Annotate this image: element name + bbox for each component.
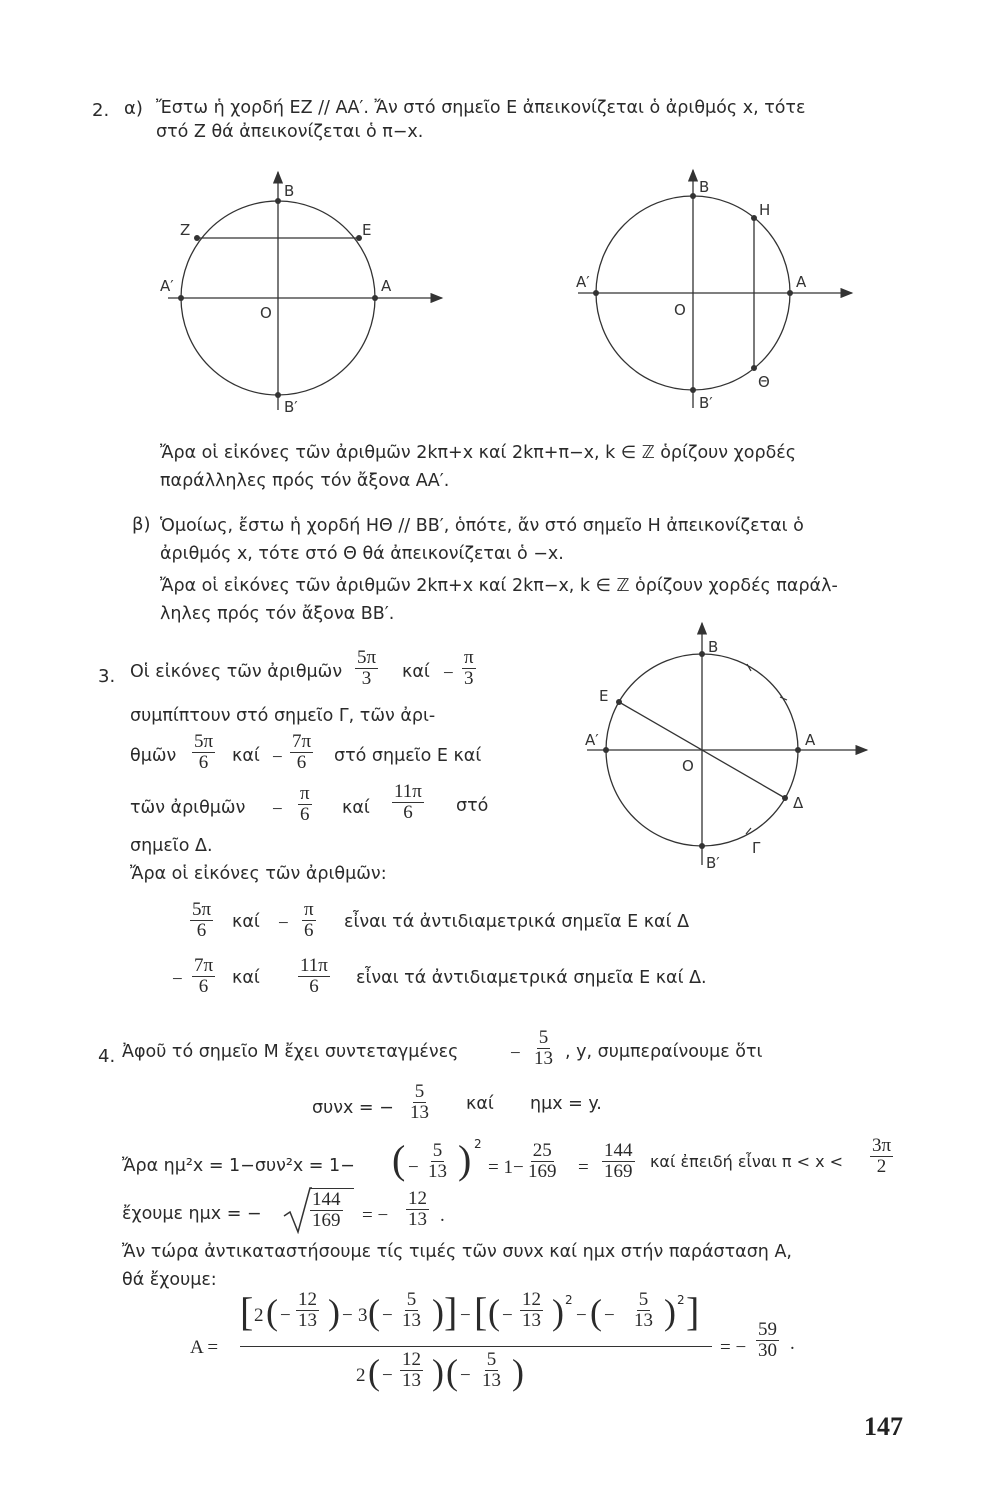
p2-line2: στό Ζ θά ἀπεικονίζεται ὁ π−x. bbox=[156, 122, 424, 142]
big-fraction-denominator: 2 ( − 12 13 ) ( − 5 13 ) bbox=[356, 1349, 524, 1392]
fraction-7pi-over-6: 7π 6 bbox=[194, 955, 214, 997]
figure-chord-parallel-aa bbox=[150, 160, 450, 430]
p3-line3a: θμῶν bbox=[130, 746, 177, 766]
page-number: 147 bbox=[864, 1412, 903, 1441]
fraction-pi-over-6: π 6 bbox=[300, 783, 310, 825]
minus-sign: − bbox=[408, 1157, 419, 1178]
p3-line6: Ἄρα οἱ εἰκόνες τῶν ἀριθμῶν: bbox=[130, 864, 387, 884]
point-a bbox=[372, 295, 378, 301]
fraction-5-over-13: 5 13 bbox=[634, 1289, 653, 1331]
label-a1: Α′ bbox=[585, 731, 599, 749]
p4-line2c: ημx = y. bbox=[530, 1094, 602, 1114]
minus-sign: − bbox=[443, 663, 454, 684]
p4-line4a: ἔχουμε ημx = − bbox=[122, 1204, 262, 1224]
period: . bbox=[790, 1333, 795, 1354]
p4-line4b: = − bbox=[362, 1205, 389, 1226]
minus-sign: − bbox=[342, 1305, 353, 1326]
minus-sign: − bbox=[172, 969, 183, 990]
p4-line1: Ἀφοῦ τό σημεῖο Μ ἔχει συντεταγμένες bbox=[122, 1042, 459, 1062]
fraction-5pi-over-6: 5π 6 bbox=[194, 731, 214, 773]
coef-3: 3 bbox=[358, 1305, 368, 1326]
equals-sign: = bbox=[578, 1157, 589, 1178]
period: . bbox=[440, 1205, 445, 1226]
label-b: Β bbox=[708, 638, 719, 656]
p4-line1b: , y, συμπεραίνουμε ὅτι bbox=[565, 1042, 763, 1062]
p3-line7: εἶναι τά ἀντιδιαμετρικά σημεῖα Ε καί Δ bbox=[344, 912, 690, 932]
p3-kai-1: καί bbox=[402, 662, 430, 682]
fraction-144-over-169: 144 169 bbox=[604, 1140, 633, 1182]
minus-sign: − bbox=[604, 1305, 615, 1326]
fraction-11pi-over-6: 11π 6 bbox=[300, 955, 328, 997]
label-b1: Β′ bbox=[699, 394, 713, 412]
point-h bbox=[751, 215, 757, 221]
p2b-line3: Ἄρα οἱ εἰκόνες τῶν ἀριθμῶν 2kπ+x καί 2kπ−x, k ∈ ℤ ὁρίζουν χορδές παράλ- bbox=[160, 576, 838, 596]
label-a: Α bbox=[805, 731, 816, 749]
label-a1: Α′ bbox=[160, 277, 174, 295]
minus-sign: − bbox=[382, 1365, 393, 1386]
label-z: Ζ bbox=[180, 221, 191, 239]
coef-2: 2 bbox=[254, 1305, 264, 1326]
fraction-5-over-13: 5 13 bbox=[402, 1289, 421, 1331]
p4-line3a: Ἄρα ημ²x = 1−συν²x = 1− bbox=[122, 1156, 355, 1176]
minus-sign: − bbox=[272, 799, 283, 820]
label-b1: Β′ bbox=[284, 398, 298, 416]
problem-3-number: 3. bbox=[98, 666, 116, 687]
point-theta bbox=[751, 365, 757, 371]
fraction-144-over-169: 144 169 bbox=[312, 1189, 341, 1231]
big-fraction-bar bbox=[240, 1346, 712, 1347]
minus-sign: − bbox=[278, 913, 289, 934]
point-b bbox=[690, 193, 696, 199]
point-a1 bbox=[603, 747, 609, 753]
superscript-2: 2 bbox=[474, 1137, 482, 1151]
p3-line1: Οἱ εἰκόνες τῶν ἀριθμῶν bbox=[130, 662, 343, 682]
p4-line6: θά ἔχουμε: bbox=[122, 1270, 217, 1290]
point-b1 bbox=[699, 843, 705, 849]
fraction-59-over-30: 59 30 bbox=[758, 1319, 777, 1361]
a-equals: A = bbox=[190, 1337, 219, 1358]
fraction-5-over-13: 5 13 bbox=[482, 1349, 501, 1391]
p3-line4a: τῶν ἀριθμῶν bbox=[130, 798, 246, 818]
p3-kai-4: καί bbox=[232, 912, 260, 932]
p3-line2: συμπίπτουν στό σημεῖο Γ, τῶν ἀρι- bbox=[130, 706, 436, 726]
p3-kai-5: καί bbox=[232, 968, 260, 988]
fraction-7pi-over-6: 7π 6 bbox=[292, 731, 312, 773]
problem-4-number: 4. bbox=[98, 1046, 116, 1067]
p2-line1: Ἔστω ἡ χορδή ΕΖ // ΑΑ′. Ἄν στό σημεῖο Ε ἀπεικονίζεται ὁ ἀριθμός x, τότε bbox=[156, 98, 806, 118]
fraction-5-over-13: 5 13 bbox=[428, 1140, 447, 1182]
fraction-5pi-over-3: 5π 3 bbox=[357, 647, 377, 689]
minus-sign: − bbox=[460, 1305, 471, 1326]
p4-line5: Ἄν τώρα ἀντικαταστήσουμε τίς τιμές τῶν συνx καί ημx στήν παράσταση Α, bbox=[122, 1242, 792, 1262]
fraction-12-over-13: 12 13 bbox=[402, 1349, 421, 1391]
label-b1: Β′ bbox=[706, 854, 720, 872]
minus-sign: − bbox=[382, 1305, 393, 1326]
superscript-2: 2 bbox=[565, 1293, 573, 1307]
minus-sign: − bbox=[576, 1305, 587, 1326]
coef-2: 2 bbox=[356, 1365, 366, 1386]
p2b-line1: Ὁμοίως, ἔστω ἡ χορδή ΗΘ // ΒΒ′, ὁπότε, ἄν στό σημεῖο Η ἀπεικονίζεται ὁ bbox=[160, 516, 804, 536]
p3-line4b: στό bbox=[456, 796, 489, 816]
fraction-25-over-169: 25 169 bbox=[528, 1140, 557, 1182]
p2-conclusion-1b: παράλληλες πρός τόν ἄξονα ΑΑ′. bbox=[160, 471, 450, 491]
label-b: Β bbox=[284, 182, 295, 200]
p4-line3b: = 1− bbox=[488, 1157, 524, 1178]
p2-conclusion-1a: Ἄρα οἱ εἰκόνες τῶν ἀριθμῶν 2kπ+x καί 2kπ+π−x, k ∈ ℤ ὁρίζουν χορδές bbox=[160, 443, 797, 463]
point-b bbox=[275, 198, 281, 204]
label-o: Ο bbox=[260, 304, 272, 322]
point-b1 bbox=[275, 392, 281, 398]
fraction-5-over-13: 5 13 bbox=[534, 1027, 553, 1069]
label-e: Ε bbox=[362, 221, 372, 239]
paren-open: ( bbox=[392, 1137, 406, 1182]
minus-sign: − bbox=[280, 1305, 291, 1326]
point-a bbox=[787, 290, 793, 296]
part-a-label: α) bbox=[124, 98, 143, 119]
part-b-label: β) bbox=[132, 514, 151, 535]
label-a: Α bbox=[796, 273, 807, 291]
label-o: Ο bbox=[674, 301, 686, 319]
fraction-12-over-13: 12 13 bbox=[522, 1289, 541, 1331]
result-equals: = − bbox=[720, 1337, 747, 1358]
label-d: Δ bbox=[793, 794, 804, 812]
superscript-2: 2 bbox=[677, 1293, 685, 1307]
point-b bbox=[699, 651, 705, 657]
fraction-11pi-over-6: 11π 6 bbox=[394, 781, 422, 823]
label-theta: Θ bbox=[758, 373, 770, 391]
label-o: Ο bbox=[682, 757, 694, 775]
p3-line8: εἶναι τά ἀντιδιαμετρικά σημεῖα Ε καί Δ. bbox=[356, 968, 707, 988]
fraction-12-over-13: 12 13 bbox=[298, 1289, 317, 1331]
label-h: Η bbox=[759, 201, 771, 219]
fraction-5-over-13: 5 13 bbox=[410, 1081, 429, 1123]
figure-antidiametric-points bbox=[575, 615, 875, 885]
point-a1 bbox=[178, 295, 184, 301]
p4-kai: καί bbox=[466, 1094, 494, 1114]
fraction-3pi-over-2: 3π 2 bbox=[872, 1135, 892, 1177]
p3-line5: σημεῖο Δ. bbox=[130, 836, 213, 856]
fraction-5pi-over-6: 5π 6 bbox=[192, 899, 212, 941]
problem-2-number: 2. bbox=[92, 100, 110, 121]
p3-kai-3: καί bbox=[342, 798, 370, 818]
minus-sign: − bbox=[460, 1365, 471, 1386]
p2b-line2: ἀριθμός x, τότε στό Θ θά ἀπεικονίζεται ὁ −x. bbox=[160, 544, 564, 564]
p4-line3c: καί ἐπειδή εἶναι π < x < bbox=[650, 1152, 844, 1171]
label-a: Α bbox=[381, 277, 392, 295]
label-e: Ε bbox=[599, 687, 609, 705]
big-fraction-numerator: [ 2 ( − 12 13 ) − 3 ( − 5 13 ) ] − [ ( − 12 13 ) 2 − ( − 5 13 ) 2 ] bbox=[240, 1289, 700, 1334]
point-e bbox=[616, 699, 622, 705]
fraction-pi-over-6: π 6 bbox=[304, 899, 314, 941]
minus-sign: − bbox=[502, 1305, 513, 1326]
point-d bbox=[782, 795, 788, 801]
p3-line3b: στό σημεῖο Ε καί bbox=[334, 746, 482, 766]
point-b1 bbox=[690, 387, 696, 393]
minus-sign: − bbox=[272, 747, 283, 768]
minus-sign: − bbox=[510, 1043, 521, 1064]
p2b-line4: ληλες πρός τόν ἄξονα ΒΒ′. bbox=[160, 604, 395, 624]
label-a1: Α′ bbox=[576, 273, 590, 291]
label-b: Β bbox=[699, 178, 710, 196]
p4-line2a: συνx = − bbox=[312, 1098, 394, 1118]
point-a bbox=[795, 747, 801, 753]
label-g: Γ bbox=[752, 839, 761, 857]
fraction-12-over-13: 12 13 bbox=[408, 1188, 427, 1230]
point-a1 bbox=[593, 290, 599, 296]
p3-kai-2: καί bbox=[232, 746, 260, 766]
fraction-pi-over-3: π 3 bbox=[464, 647, 474, 689]
figure-chord-parallel-bb bbox=[560, 160, 860, 430]
sqrt-radical-icon bbox=[282, 1186, 312, 1234]
point-z bbox=[194, 235, 200, 241]
paren-close: ) bbox=[458, 1137, 472, 1182]
